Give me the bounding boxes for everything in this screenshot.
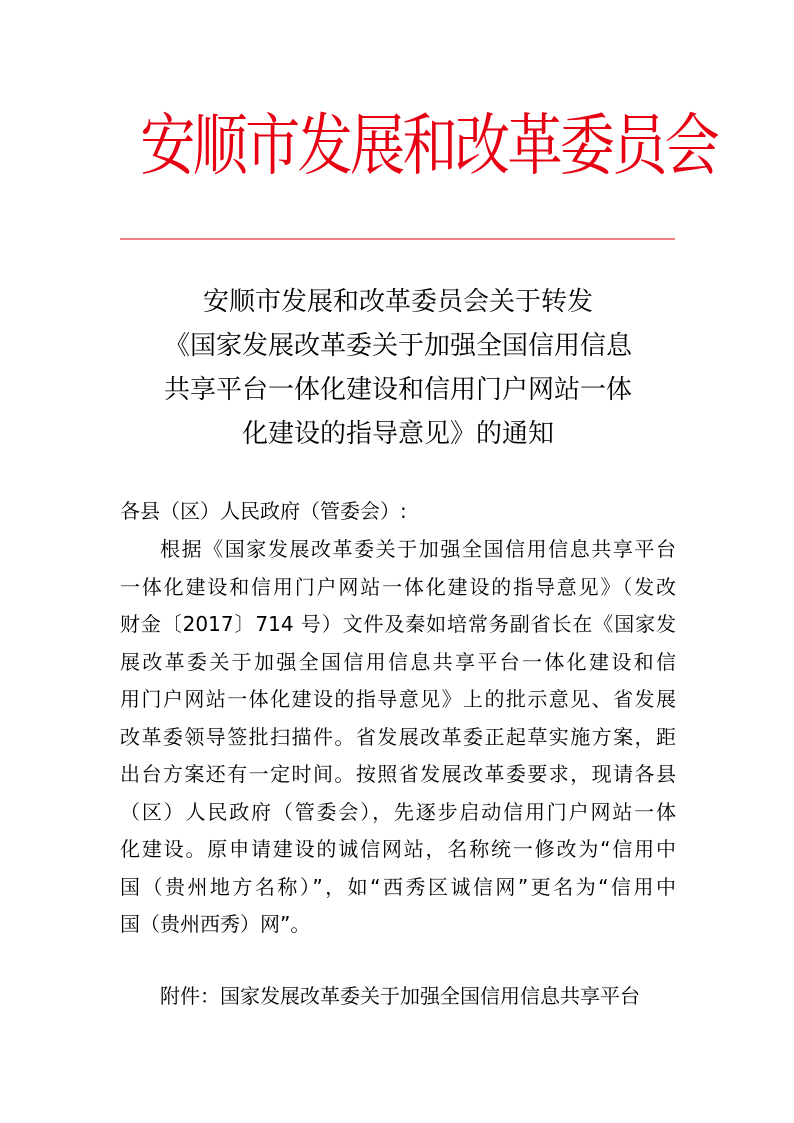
body-paragraph bbox=[120, 531, 676, 944]
body-line: 根据《国家发展改革委关于加强全国信用信息共享平台 bbox=[160, 537, 676, 561]
letterhead-org-name: 安顺市发展和改革委员会 bbox=[140, 106, 718, 186]
body-line: 出台方案还有一定时间。按照省发展改革委要求，现请各县 bbox=[120, 762, 676, 786]
body-line: （区）人民政府（管委会），先逐步启动信用门户网站一体 bbox=[120, 799, 676, 824]
body-line: 改革委领导签批扫描件。省发展改革委正起草实施方案，距 bbox=[120, 724, 676, 749]
body-line: 化建设。原申请建设的诚信网站，名称统一修改为“信用中 bbox=[120, 837, 676, 861]
letterhead-red-rule bbox=[120, 238, 675, 240]
attachment-line: 附件：国家发展改革委关于加强全国信用信息共享平台 bbox=[160, 984, 640, 1008]
body-line: 用门户网站一体化建设的指导意见》上的批示意见、省发展 bbox=[120, 687, 676, 711]
document-title bbox=[120, 280, 676, 456]
attachment-note bbox=[120, 978, 676, 1016]
body-line: 一体化建设和信用门户网站一体化建设的指导意见》（发改 bbox=[120, 574, 676, 599]
salutation: 各县（区）人民政府（管委会）: bbox=[120, 499, 407, 523]
document-title-line: 安顺市发展和改革委员会关于转发 bbox=[202, 287, 593, 317]
body-line: 财金〔2017〕714 号）文件及秦如培常务副省长在《国家发 bbox=[120, 612, 676, 636]
body-line: 国（贵州西秀）网”。 bbox=[120, 912, 311, 936]
body-line: 国（贵州地方名称）”，如“西秀区诚信网”更名为“信用中 bbox=[120, 874, 676, 899]
document-title-line: 《国家发展改革委关于加强全国信用信息 bbox=[163, 331, 632, 361]
body-line: 展改革委关于加强全国信用信息共享平台一体化建设和信 bbox=[120, 649, 676, 674]
document-title-line: 化建设的指导意见》的通知 bbox=[241, 419, 554, 449]
document-title-line: 共享平台一体化建设和信用门户网站一体 bbox=[163, 375, 632, 405]
